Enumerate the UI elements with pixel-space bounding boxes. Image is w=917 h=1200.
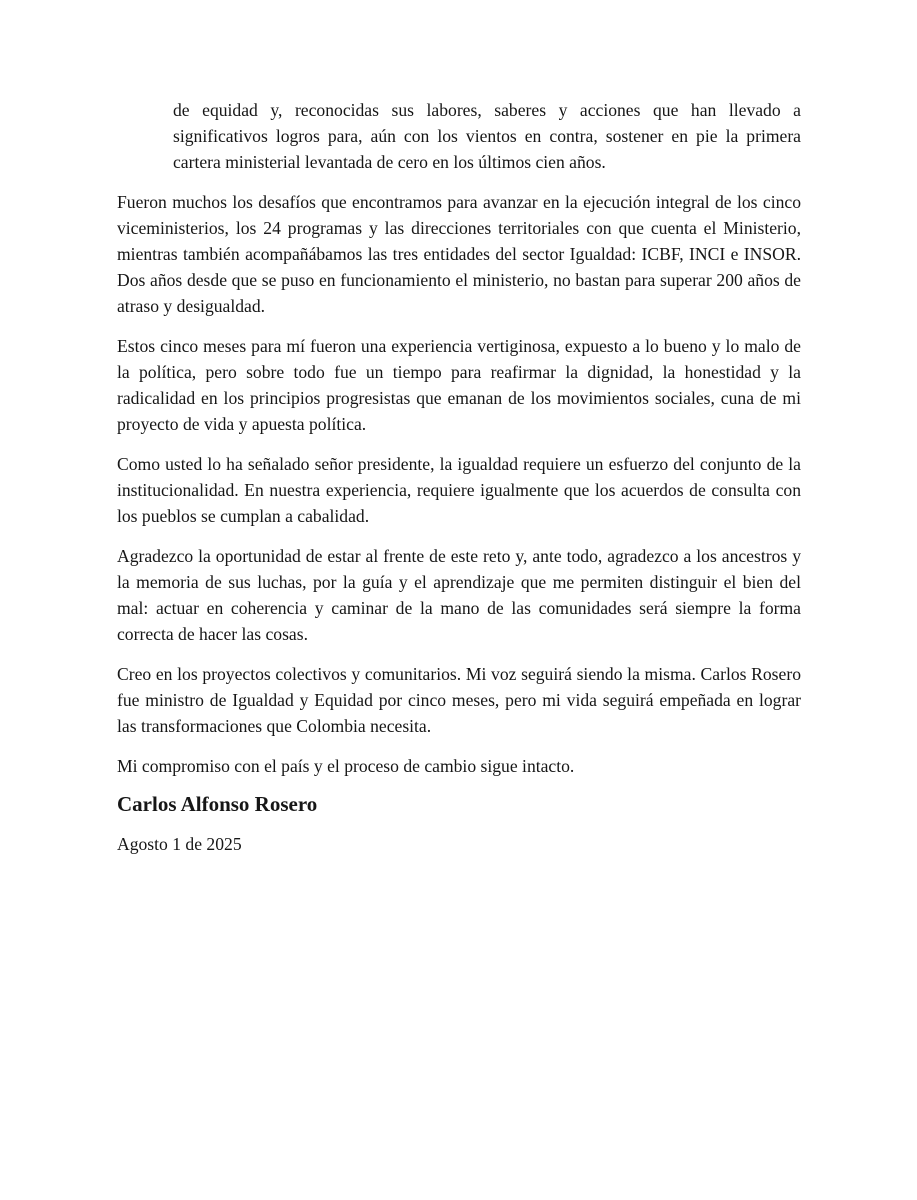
paragraph-gratitude: Agradezco la oportunidad de estar al frente de este reto y, ante todo, agradezco a los ancestros y la memoria de sus luchas, por la guía y el aprendizaje que me permiten distinguir el bien del mal: actuar en coherencia y caminar de la mano de las comunidades será siempre la forma correcta de hacer las cosas. xyxy=(117,546,801,644)
paragraph-collective: Creo en los proyectos colectivos y comunitarios. Mi voz seguirá siendo la misma. Carlos Rosero fue ministro de Igualdad y Equidad por cinco meses, pero mi vida seguirá empeñada en lograr las transformaciones que Colombia necesita. xyxy=(117,664,801,736)
paragraph-commitment: Mi compromiso con el país y el proceso de cambio sigue intacto. xyxy=(117,756,575,776)
paragraph-equality: Como usted lo ha señalado señor presidente, la igualdad requiere un esfuerzo del conjunto de la institucionalidad. En nuestra experiencia, requiere igualmente que los acuerdos de consulta con los pueblos se cumplan a cabalidad. xyxy=(117,454,801,526)
signature-name: Carlos Alfonso Rosero xyxy=(117,792,318,816)
letter-body xyxy=(117,97,801,793)
paragraph-challenges: Fueron muchos los desafíos que encontramos para avanzar en la ejecución integral de los cinco viceministerios, los 24 programas y las direcciones territoriales con que cuenta el Ministerio, mientras también acompañábamos las tres entidades del sector Igualdad: ICBF, INCI e INSOR. Dos años desde que se puso en funcionamiento el ministerio, no bastan para superar 200 años de atraso y desigualdad. xyxy=(117,192,801,316)
quote-continuation: de equidad y, reconocidas sus labores, saberes y acciones que han llevado a significativos logros para, aún con los vientos en contra, sostener en pie la primera cartera ministerial levantada de cero en los últimos cien años. xyxy=(173,100,801,172)
letter-date: Agosto 1 de 2025 xyxy=(117,834,242,854)
paragraph-experience: Estos cinco meses para mí fueron una experiencia vertiginosa, expuesto a lo bueno y lo malo de la política, pero sobre todo fue un tiempo para reafirmar la dignidad, la honestidad y la radicalidad en los principios progresistas que emanan de los movimientos sociales, cuna de mi proyecto de vida y apuesta política. xyxy=(117,336,801,434)
